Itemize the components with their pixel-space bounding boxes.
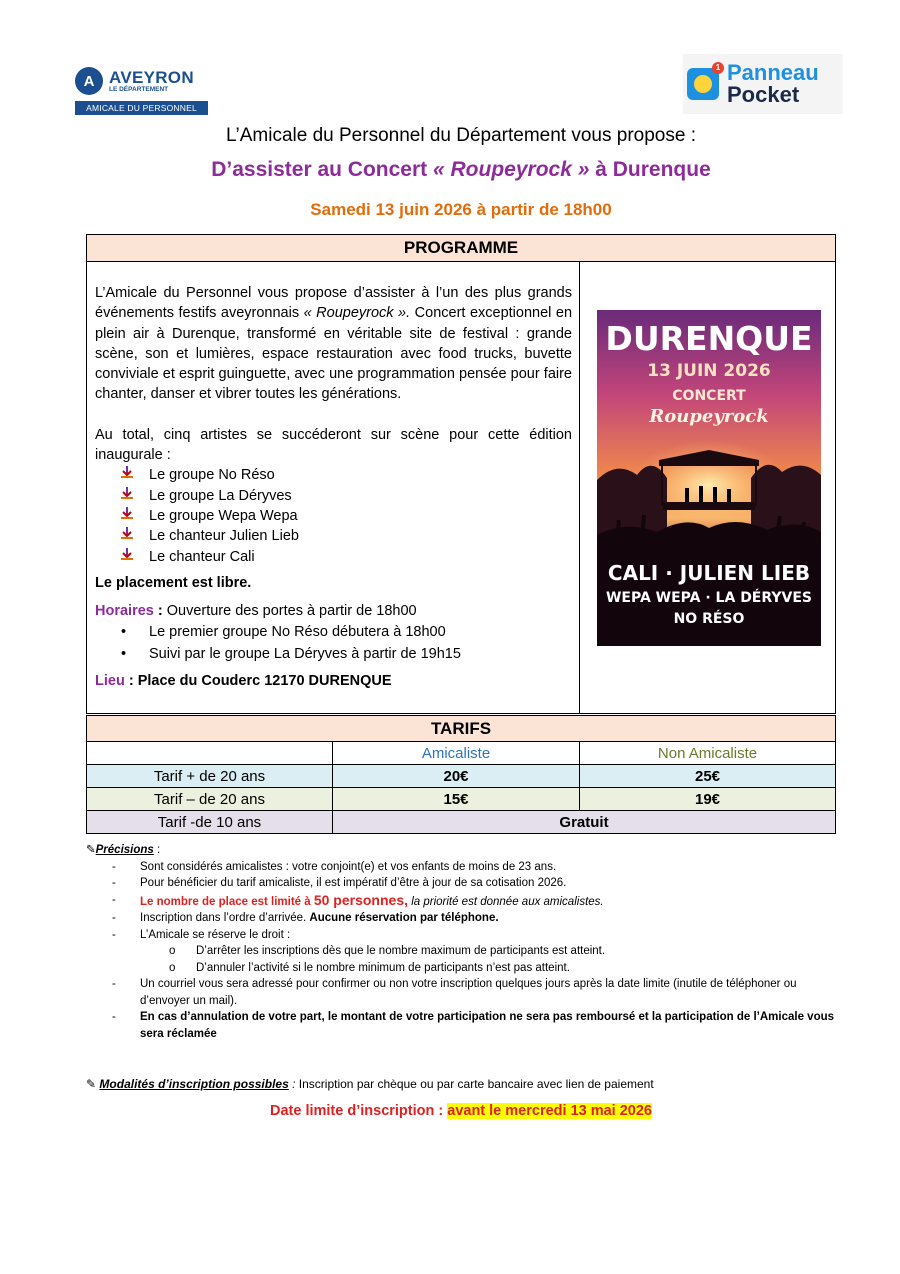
poster-title: DURENQUE bbox=[605, 319, 813, 358]
arrow-bullet-icon bbox=[121, 486, 149, 506]
price-amicaliste: 15€ bbox=[333, 788, 580, 811]
programme-paragraph-2: Au total, cinq artistes se succéderont sur scène pour cette édition inaugurale : bbox=[95, 426, 572, 464]
list-item: o D’annuler l’activité si le nombre minimum de participants n’est pas atteint. bbox=[169, 961, 570, 974]
row-label: Tarif -de 10 ans bbox=[87, 811, 333, 834]
list-item: Le chanteur Julien Lieb bbox=[121, 526, 572, 546]
artist-list bbox=[95, 465, 572, 566]
price-amicaliste: 20€ bbox=[333, 765, 580, 788]
row-label: Tarif + de 20 ans bbox=[87, 765, 333, 788]
placement-note: Le placement est libre. bbox=[95, 574, 252, 591]
price-non-amicaliste: 19€ bbox=[580, 788, 836, 811]
poster-name: Roupeyrock bbox=[649, 406, 769, 427]
aveyron-logo bbox=[75, 64, 208, 116]
list-item: Le groupe No Réso bbox=[121, 465, 572, 485]
page-title bbox=[0, 158, 900, 182]
table-cell bbox=[87, 742, 333, 765]
lieu-line: Lieu : Place du Couderc 12170 DURENQUE bbox=[95, 673, 392, 690]
precisions-title: ✎Précisions : bbox=[86, 844, 161, 856]
arrow-bullet-icon bbox=[121, 526, 149, 546]
aveyron-bar: AMICALE DU PERSONNEL bbox=[75, 101, 208, 115]
pen-icon: ✎ bbox=[86, 1077, 97, 1091]
intro-line: L’Amicale du Personnel du Département vous propose : bbox=[226, 125, 696, 146]
arrow-bullet-icon bbox=[121, 465, 149, 485]
list-item: Le chanteur Cali bbox=[121, 547, 572, 567]
aveyron-sub: LE DÉPARTEMENT bbox=[109, 85, 169, 93]
list-item: • Le premier groupe No Réso débutera à 18h00 bbox=[121, 624, 446, 641]
list-item: Le groupe Wepa Wepa bbox=[121, 506, 572, 526]
list-item: - En cas d’annulation de votre part, le montant de votre participation ne sera pas remboursé et la participation de l’Amicale vous sera réclamée bbox=[112, 1011, 835, 1040]
pocket-word: Pocket bbox=[727, 82, 800, 107]
poster-line-1: CALI · JULIEN LIEB bbox=[607, 561, 811, 585]
programme-paragraph-1: L’Amicale du Personnel vous propose d’assister à l’un des plus grands événements festifs aveyronnais « Roupeyrock ». Concert exceptionnel en plein air à Durenque, transformé en véritable site de festival : grande scène, son et lumières, espace restauration avec food trucks, buvette conviviale et esprit guinguette, avec une programmation pensée pour faire chanter, danser et vibrer toutes les générations. bbox=[95, 285, 573, 403]
precisions-section bbox=[86, 842, 846, 1042]
list-item: - L’Amicale se réserve le droit : bbox=[112, 928, 291, 941]
list-item: - Pour bénéficier du tarif amicaliste, il est impératif d’être à jour de sa cotisation 2026. bbox=[112, 877, 567, 889]
tarifs-heading: TARIFS bbox=[87, 716, 836, 742]
programme-text bbox=[95, 283, 572, 692]
concert-poster bbox=[597, 310, 821, 646]
poster-line-2: WEPA WEPA · LA DÉRYVES bbox=[605, 590, 813, 606]
event-date: Samedi 13 juin 2026 à partir de 18h00 bbox=[310, 200, 612, 219]
aveyron-name: AVEYRON bbox=[109, 67, 194, 87]
list-item: - Sont considérés amicalistes : votre conjoint(e) et vos enfants de moins de 23 ans. bbox=[112, 860, 557, 873]
list-item: - Un courriel vous sera adressé pour confirmer ou non votre inscription quelques jours après la date limite (inutile de téléphoner ou d’envoyer un mail). bbox=[112, 978, 797, 1007]
row-label: Tarif – de 20 ans bbox=[87, 788, 333, 811]
title-pre: D’assister au Concert bbox=[211, 158, 433, 181]
col-non-amicaliste: Non Amicaliste bbox=[580, 742, 836, 765]
arrow-bullet-icon bbox=[121, 506, 149, 526]
aveyron-a-icon: A bbox=[75, 67, 103, 95]
notification-badge: 1 bbox=[712, 62, 724, 74]
poster-date: 13 JUIN 2026 bbox=[647, 361, 771, 381]
list-item: o D’arrêter les inscriptions dès que le nombre maximum de participants est atteint. bbox=[169, 945, 606, 957]
poster-line-3: NO RÉSO bbox=[673, 611, 745, 627]
panneau-pocket-logo bbox=[683, 54, 843, 114]
title-em: « Roupeyrock » bbox=[433, 158, 590, 181]
programme-heading: PROGRAMME bbox=[87, 235, 835, 262]
price-non-amicaliste: 25€ bbox=[580, 765, 836, 788]
horaires-line: Horaires : Ouverture des portes à partir de 18h00 bbox=[95, 603, 417, 620]
table-row bbox=[87, 811, 836, 834]
list-item: • Suivi par le groupe La Déryves à partir de 19h15 bbox=[121, 646, 461, 663]
list-item: - Le nombre de place est limité à 50 personnes, la priorité est donnée aux amicalistes. bbox=[112, 891, 604, 908]
panneau-pocket-icon bbox=[687, 63, 721, 100]
price-free: Gratuit bbox=[333, 811, 836, 834]
deadline-line: Date limite d’inscription : avant le mercredi 13 mai 2026 bbox=[270, 1103, 652, 1119]
col-amicaliste: Amicaliste bbox=[333, 742, 580, 765]
modalites-line: ✎ Modalités d’inscription possibles : Inscription par chèque ou par carte bancaire avec lien de paiement bbox=[86, 1077, 654, 1091]
title-post: à Durenque bbox=[589, 158, 711, 181]
list-item: - Inscription dans l’ordre d’arrivée. Aucune réservation par téléphone. bbox=[112, 912, 499, 924]
schedule-list bbox=[95, 621, 572, 665]
list-item: Le groupe La Déryves bbox=[121, 486, 572, 506]
table-row bbox=[87, 765, 836, 788]
panneau-word: Panneau bbox=[727, 60, 819, 85]
tarifs-table bbox=[86, 715, 836, 834]
table-row bbox=[87, 788, 836, 811]
arrow-bullet-icon bbox=[121, 547, 149, 567]
pen-icon: ✎ bbox=[86, 844, 96, 856]
poster-concert: CONCERT bbox=[672, 388, 746, 404]
